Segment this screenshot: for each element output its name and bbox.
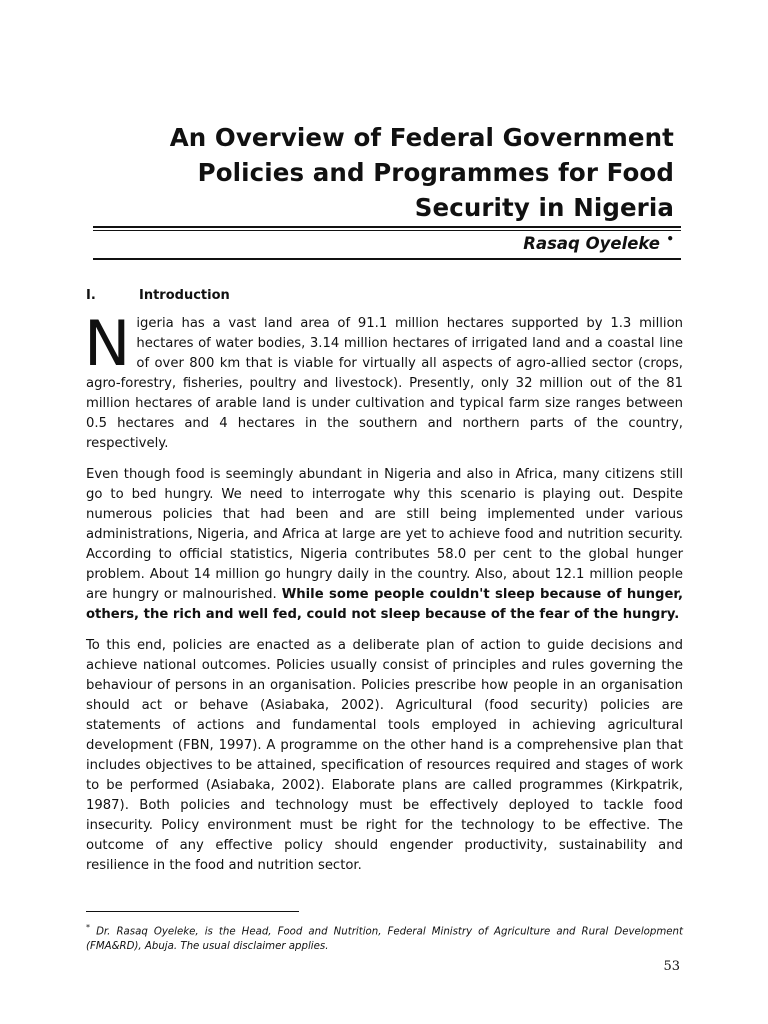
- footnote-text: Dr. Rasaq Oyeleke, is the Head, Food and Nutrition, Federal Ministry of Agriculture and Rural Development (FMA&RD), Abuja. The usual disclaimer applies.: [86, 926, 683, 953]
- title-line-3: Security in Nigeria: [414, 193, 674, 222]
- paragraph-3-text: To this end, policies are enacted as a deliberate plan of action to guide decisions and achieve national outcomes. Policies usually consist of principles and rules governing the behaviour of persons in an organisation. Policies prescribe how people in an organisation should act or behave (Asiabaka, 2002). Agricultural (food security) policies are statements of actions and fundamental tools employed in achieving agricultural development (FBN, 1997). A programme on the other hand is a comprehensive plan that includes objectives to be attained, specification of resources required and stages of work to be performed (Asiabaka, 2002). Elaborate plans are called programmes (Kirkpatrik, 1987). Both policies and technology must be effectively deployed to tackle food insecurity. Policy environment must be right for the technology to be effective. The outcome of any effective policy should engender productivity, sustainability and resilience in the food and nutrition sector.: [86, 638, 683, 873]
- section-number: I.: [86, 288, 96, 303]
- title-line-1: An Overview of Federal Government: [169, 123, 674, 152]
- author-name: Rasaq Oyeleke: [523, 234, 660, 253]
- footnote-mark: *: [86, 923, 90, 932]
- author-rule: [93, 258, 681, 260]
- footnote: [86, 920, 683, 954]
- title-line-2: Policies and Programmes for Food: [197, 158, 674, 187]
- footnote-rule: [86, 911, 299, 912]
- paragraph-2-text: Even though food is seemingly abundant in Nigeria and also in Africa, many citizens still go to bed hungry. We need to interrogate why this scenario is playing out. Despite numerous policies that had been and are still being implemented under various administrations, Nigeria, and Africa at large are yet to achieve food and nutrition security. According to official statistics, Nigeria contributes 58.0 per cent to the global hunger problem. About 14 million go hungry daily in the country. Also, about 12.1 million people are hungry or malnourished.: [86, 467, 683, 602]
- paragraph-2-bold-text: While some people couldn't sleep because of hunger, others, the rich and well fed, could not sleep because of the fear of the hungry.: [86, 587, 683, 622]
- page-number: 53: [663, 959, 680, 974]
- author-footnote-mark: •: [666, 232, 674, 246]
- paragraph-1-text: igeria has a vast land area of 91.1 million hectares supported by 1.3 million hectares of water bodies, 3.14 million hectares of irrigated land and a coastal line of over 800 km that is viable for virtually all aspects of agro-allied sector (crops, agro-forestry, fisheries, poultry and livestock). Presently, only 32 million out of the 81 million hectares of arable land is under cultivation and typical farm size ranges between 0.5 hectares and 4 hectares in the southern and northern parts of the country, respectively.: [86, 316, 683, 451]
- paragraph-1: [84, 307, 683, 454]
- title-rule-thick: [93, 226, 681, 228]
- section-heading: [86, 287, 230, 305]
- section-title: Introduction: [139, 288, 230, 303]
- drop-cap: N: [84, 307, 131, 380]
- paper-title: [74, 120, 674, 225]
- title-rule-thin: [93, 230, 681, 231]
- paragraph-2: [86, 465, 683, 625]
- paragraph-3: [86, 636, 683, 876]
- body-text: [84, 307, 683, 887]
